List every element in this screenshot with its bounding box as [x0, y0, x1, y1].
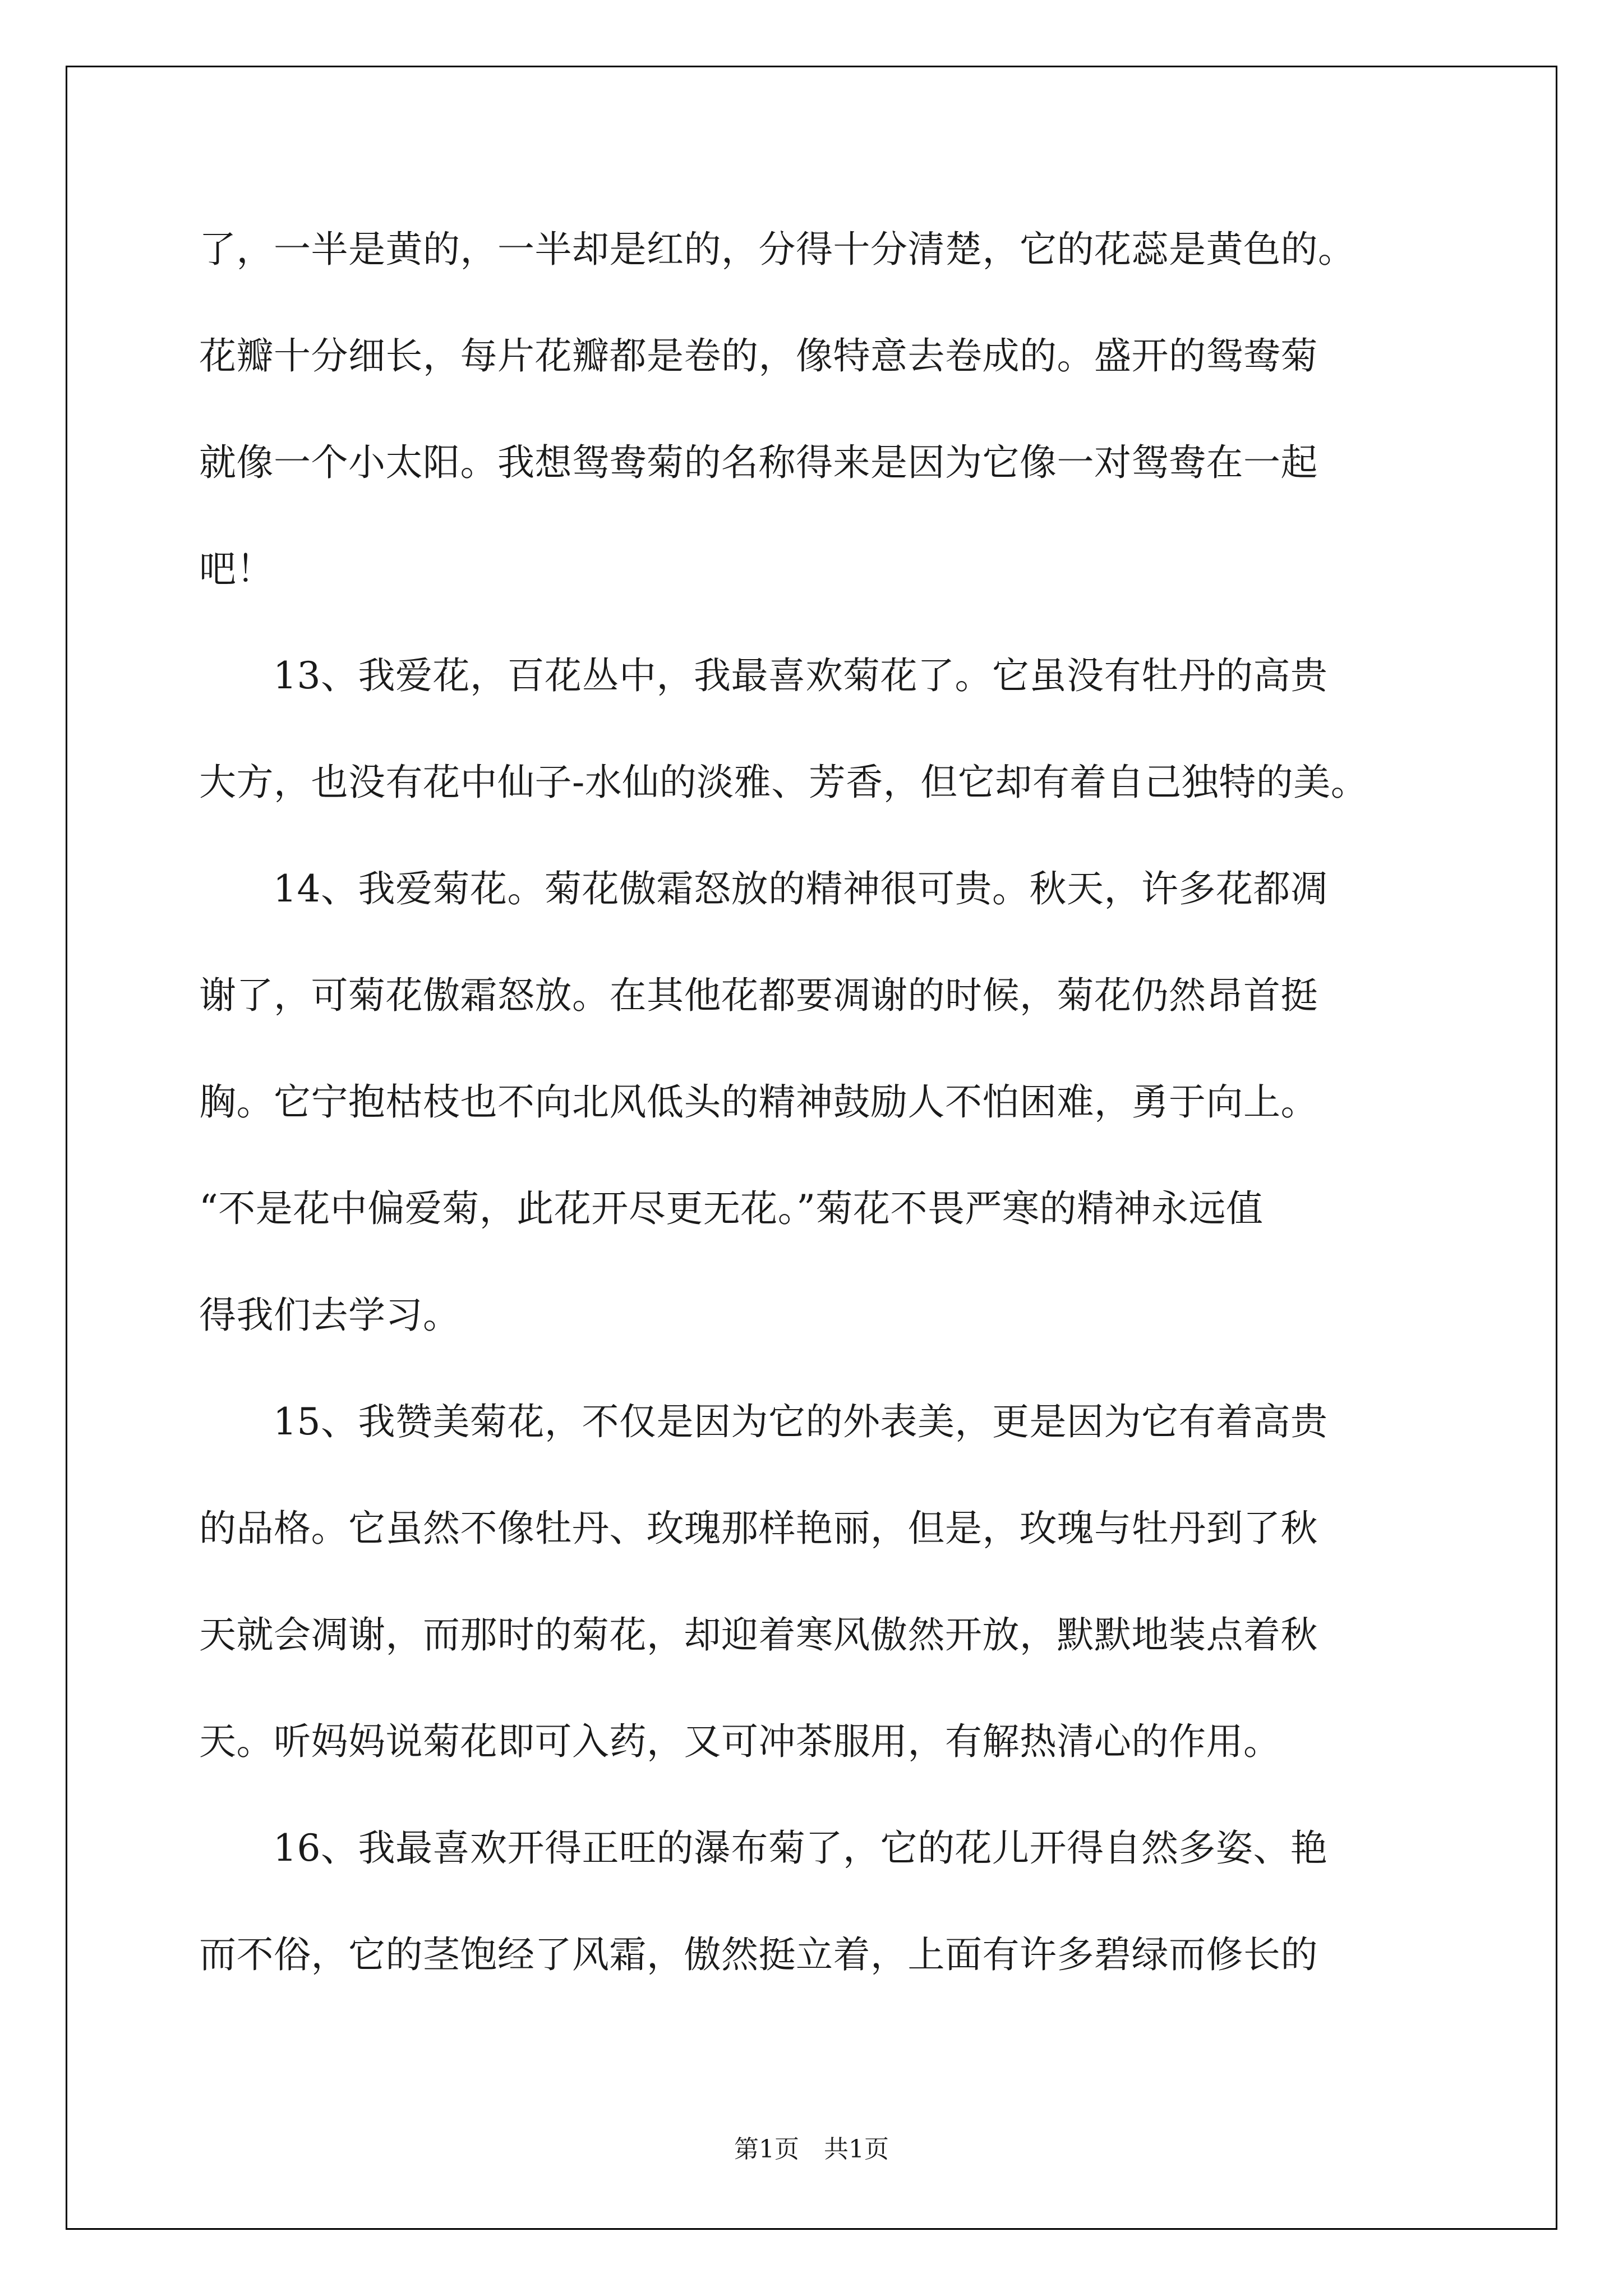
- text-line: “不是花中偏爱菊，此花开尽更无花。”菊花不畏严寒的精神永远值: [199, 1187, 1264, 1230]
- page-number-footer: 第1页 共1页: [734, 2135, 889, 2164]
- text-line: 了，一半是黄的，一半却是红的，分得十分清楚，它的花蕊是黄色的。: [199, 228, 1355, 271]
- text-line: 天。听妈妈说菊花即可入药，又可冲茶服用，有解热清心的作用。: [199, 1720, 1281, 1763]
- text-line: 天就会凋谢，而那时的菊花，却迎着寒风傲然开放，默默地装点着秋: [199, 1613, 1318, 1657]
- paragraph-start-13: 13、我爱花，百花丛中，我最喜欢菊花了。它虽没有牡丹的高贵: [273, 654, 1328, 697]
- paragraph-start-16: 16、我最喜欢开得正旺的瀑布菊了，它的花儿开得自然多姿、艳: [273, 1826, 1328, 1870]
- paragraph-start-15: 15、我赞美菊花，不仅是因为它的外表美，更是因为它有着高贵: [273, 1400, 1328, 1443]
- text-line: 而不俗，它的茎饱经了风霜，傲然挺立着，上面有许多碧绿而修长的: [199, 1933, 1318, 1976]
- paragraph-start-14: 14、我爱菊花。菊花傲霜怒放的精神很可贵。秋天，许多花都凋: [273, 867, 1328, 910]
- text-line: 得我们去学习。: [199, 1294, 460, 1337]
- document-body: [199, 196, 1433, 2008]
- text-line: 的品格。它虽然不像牡丹、玫瑰那样艳丽，但是，玫瑰与牡丹到了秋: [199, 1507, 1318, 1550]
- text-line: 吧！: [199, 547, 274, 591]
- text-line: 就像一个小太阳。我想鸳鸯菊的名称得来是因为它像一对鸳鸯在一起: [199, 441, 1318, 484]
- text-line: 胸。它宁抱枯枝也不向北风低头的精神鼓励人不怕困难，勇于向上。: [199, 1080, 1318, 1124]
- text-line: 花瓣十分细长，每片花瓣都是卷的，像特意去卷成的。盛开的鸳鸯菊: [199, 334, 1318, 378]
- text-line: 谢了，可菊花傲霜怒放。在其他花都要凋谢的时候，菊花仍然昂首挺: [199, 974, 1318, 1017]
- text-line: 大方，也没有花中仙子-水仙的淡雅、芳香，但它却有着自己独特的美。: [199, 761, 1368, 804]
